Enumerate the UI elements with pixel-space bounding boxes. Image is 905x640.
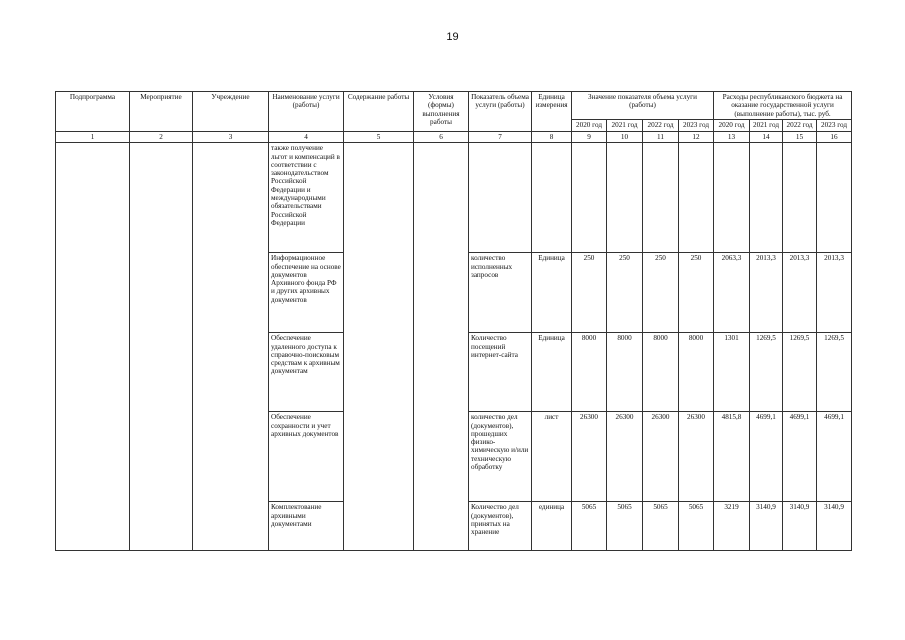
volume-2023 (679, 143, 714, 253)
header-row-main (56, 92, 852, 120)
volume-2021: 26300 (607, 412, 643, 502)
column-number: 14 (750, 132, 783, 143)
header-year: 2023 год (679, 120, 714, 132)
volume-2023: 250 (679, 253, 714, 333)
unit: единица (532, 502, 572, 551)
budget-2022: 1269,5 (783, 333, 817, 412)
column-numbers-row (56, 132, 852, 143)
service-name: Обеспечение сохранности и учет архивных документов (269, 412, 344, 502)
volume-indicator: Количество дел (документов), принятых на хранение (469, 502, 532, 551)
volume-2020: 26300 (572, 412, 607, 502)
activity-cell (130, 143, 193, 551)
unit: Единица (532, 253, 572, 333)
budget-2021 (750, 143, 783, 253)
budget-2020: 2063,3 (714, 253, 750, 333)
volume-indicator: Количество посещений интернет-сайта (469, 333, 532, 412)
volume-2020: 8000 (572, 333, 607, 412)
volume-2020: 250 (572, 253, 607, 333)
header-volume-group: Значение показателя объема услуги (работы) (572, 92, 714, 120)
table-row (56, 143, 852, 253)
budget-2022: 4699,1 (783, 412, 817, 502)
volume-indicator (469, 143, 532, 253)
column-number: 11 (643, 132, 679, 143)
service-name: также получение льгот и компенсаций в соответствии с законодательством Российской Федерации и международными обязательствами Российской Федерации (269, 143, 344, 253)
volume-2022: 250 (643, 253, 679, 333)
column-number: 3 (193, 132, 269, 143)
header-service-name: Наименование услуги (работы) (269, 92, 344, 132)
conditions-cell (414, 143, 469, 551)
volume-2022 (643, 143, 679, 253)
budget-2023: 2013,3 (817, 253, 852, 333)
header-budget-group: Расходы республиканского бюджета на оказание государственной услуги (выполнение работы), тыс. руб. (714, 92, 852, 120)
header-year: 2021 год (607, 120, 643, 132)
column-number: 7 (469, 132, 532, 143)
budget-2020: 4815,8 (714, 412, 750, 502)
volume-2022: 5065 (643, 502, 679, 551)
budget-2023 (817, 143, 852, 253)
column-number: 1 (56, 132, 130, 143)
volume-2020 (572, 143, 607, 253)
budget-2021: 1269,5 (750, 333, 783, 412)
budget-2021: 3140,9 (750, 502, 783, 551)
budget-2022: 3140,9 (783, 502, 817, 551)
header-subprogram: Подпрограмма (56, 92, 130, 132)
header-work-content: Содержание работы (344, 92, 414, 132)
volume-indicator: количество дел (документов), прошедших физико-химическую и/или техническую обработку (469, 412, 532, 502)
budget-2022: 2013,3 (783, 253, 817, 333)
budget-table (55, 91, 852, 551)
service-name: Обеспечение удаленного доступа к справочно-поисковым средствам к архивным документам (269, 333, 344, 412)
header-year: 2023 год (817, 120, 852, 132)
volume-2021: 250 (607, 253, 643, 333)
page-number: 19 (446, 31, 459, 43)
volume-2022: 8000 (643, 333, 679, 412)
column-number: 5 (344, 132, 414, 143)
unit (532, 143, 572, 253)
institution-cell (193, 143, 269, 551)
budget-2020: 1301 (714, 333, 750, 412)
volume-2020: 5065 (572, 502, 607, 551)
column-number: 8 (532, 132, 572, 143)
budget-2023: 4699,1 (817, 412, 852, 502)
column-number: 12 (679, 132, 714, 143)
column-number: 9 (572, 132, 607, 143)
header-activity: Мероприятие (130, 92, 193, 132)
budget-2020 (714, 143, 750, 253)
column-number: 13 (714, 132, 750, 143)
budget-2021: 4699,1 (750, 412, 783, 502)
header-year: 2021 год (750, 120, 783, 132)
work-content-cell (344, 143, 414, 551)
volume-2021 (607, 143, 643, 253)
unit: лист (532, 412, 572, 502)
header-volume-indicator: Показатель объема услуги (работы) (469, 92, 532, 132)
header-year: 2022 год (783, 120, 817, 132)
column-number: 4 (269, 132, 344, 143)
header-year: 2022 год (643, 120, 679, 132)
unit: Единица (532, 333, 572, 412)
service-name: Информационное обеспечение на основе документов Архивного фонда РФ и других архивных документов (269, 253, 344, 333)
volume-2021: 8000 (607, 333, 643, 412)
budget-2023: 1269,5 (817, 333, 852, 412)
column-number: 15 (783, 132, 817, 143)
service-name: Комплектование архивными документами (269, 502, 344, 551)
volume-2021: 5065 (607, 502, 643, 551)
volume-indicator: количество исполненных запросов (469, 253, 532, 333)
column-number: 2 (130, 132, 193, 143)
budget-2021: 2013,3 (750, 253, 783, 333)
budget-2022 (783, 143, 817, 253)
subprogram-cell (56, 143, 130, 551)
header-conditions: Условия (формы) выполнения работы (414, 92, 469, 132)
budget-2023: 3140,9 (817, 502, 852, 551)
column-number: 10 (607, 132, 643, 143)
volume-2022: 26300 (643, 412, 679, 502)
header-unit: Единица измерения (532, 92, 572, 132)
volume-2023: 5065 (679, 502, 714, 551)
header-year: 2020 год (572, 120, 607, 132)
volume-2023: 26300 (679, 412, 714, 502)
volume-2023: 8000 (679, 333, 714, 412)
header-year: 2020 год (714, 120, 750, 132)
header-institution: Учреждение (193, 92, 269, 132)
budget-2020: 3219 (714, 502, 750, 551)
column-number: 6 (414, 132, 469, 143)
column-number: 16 (817, 132, 852, 143)
